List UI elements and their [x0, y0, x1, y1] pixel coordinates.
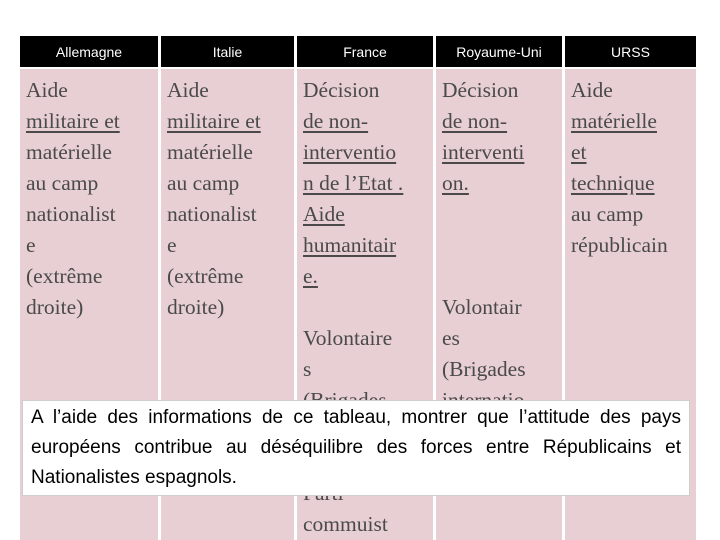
- cell-line: au camp: [571, 202, 644, 226]
- cell-line: de non-: [442, 109, 508, 133]
- cell-line: matérielle: [26, 140, 112, 164]
- cell-line: es: [442, 326, 460, 350]
- cell-line: Décision: [442, 78, 519, 102]
- cell-line: [442, 230, 558, 261]
- cell-line: [303, 292, 429, 323]
- cell-line: Aide: [303, 202, 345, 226]
- cell-line: Volontaire: [303, 326, 393, 350]
- question-box: A l’aide des informations de ce tableau, montrer que l’attitude des pays européens contribue au déséquilibre des forces entre Républicains et Nationalistes espagnols.: [22, 400, 690, 496]
- cell-line: humanitair: [303, 233, 397, 257]
- cell-line: droite): [167, 295, 225, 319]
- cell-line: au camp: [167, 171, 240, 195]
- cell-line: matérielle: [571, 109, 657, 133]
- cell-line: et: [571, 140, 587, 164]
- cell-line: républicain: [571, 233, 668, 257]
- header-urss: URSS: [562, 36, 696, 67]
- header-allemagne: Allemagne: [20, 36, 158, 67]
- cell-line: e: [26, 233, 36, 257]
- cell-line: nationalist: [167, 202, 257, 226]
- cell-line: Aide: [571, 78, 613, 102]
- cell-line: technique: [571, 171, 655, 195]
- cell-line: nationalist: [26, 202, 116, 226]
- cell-line: s: [303, 357, 312, 381]
- cell-line: on.: [442, 171, 469, 195]
- cell-line: e.: [303, 264, 318, 288]
- cell-line: matérielle: [167, 140, 253, 164]
- cell-line: Aide: [26, 78, 68, 102]
- cell-line: [442, 261, 558, 292]
- cell-line: Volontair: [442, 295, 522, 319]
- cell-line: au camp: [26, 171, 99, 195]
- cell-line: (Brigades: [442, 357, 526, 381]
- cell-line: Décision: [303, 78, 380, 102]
- cell-line: interventi: [442, 140, 525, 164]
- cell-line: e: [167, 233, 177, 257]
- header-italie: Italie: [158, 36, 294, 67]
- cell-line: interventio: [303, 140, 397, 164]
- cell-line: de non-: [303, 109, 369, 133]
- cell-line: n de l’Etat .: [303, 171, 404, 195]
- header-france: France: [294, 36, 433, 67]
- cell-line: militaire et: [167, 109, 261, 133]
- cell-line: droite): [26, 295, 84, 319]
- cell-line: militaire et: [26, 109, 120, 133]
- cell-line: [442, 199, 558, 230]
- cell-line: Aide: [167, 78, 209, 102]
- header-royaume-uni: Royaume-Uni: [433, 36, 562, 67]
- cell-line: (extrême: [26, 264, 103, 288]
- cell-line: (extrême: [167, 264, 244, 288]
- cell-line: commuist: [303, 512, 388, 536]
